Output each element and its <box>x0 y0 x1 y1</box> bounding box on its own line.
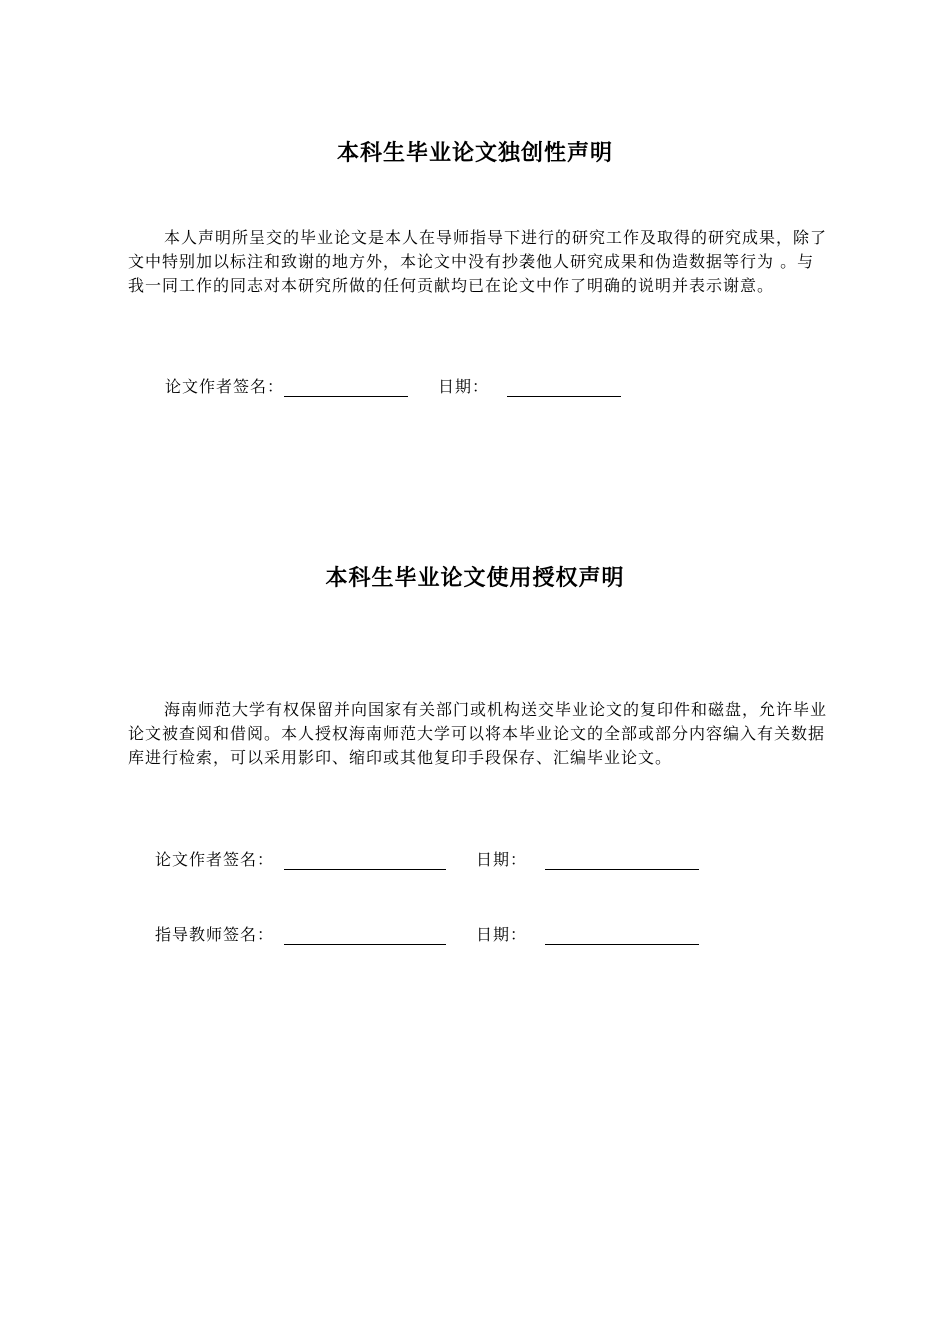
authorization-title: 本科生毕业论文使用授权声明 <box>325 566 625 591</box>
date-line[interactable] <box>545 851 699 870</box>
author-signature-line[interactable] <box>284 378 408 397</box>
originality-title: 本科生毕业论文独创性声明 <box>336 141 613 166</box>
advisor-signature-line[interactable] <box>284 926 446 945</box>
authorization-author-row <box>155 847 699 870</box>
originality-body: 本人声明所呈交的毕业论文是本人在导师指导下进行的研究工作及取得的研究成果，除了文中特别加以标注和致谢的地方外，本论文中没有抄袭他人研究成果和伪造数据等行为 。与我一同工作的同志对本研究所做的任何贡献均已在论文中作了明确的说明并表示谢意。 <box>128 228 828 295</box>
date-label: 日期： <box>476 850 528 869</box>
date-line[interactable] <box>507 378 621 397</box>
author-signature-line[interactable] <box>284 851 446 870</box>
author-signature-label: 论文作者签名： <box>165 377 285 396</box>
date-line[interactable] <box>545 926 699 945</box>
advisor-signature-label: 指导教师签名： <box>155 925 275 944</box>
author-signature-label: 论文作者签名： <box>155 850 275 869</box>
authorization-advisor-row <box>155 922 699 945</box>
date-label: 日期： <box>438 377 490 396</box>
authorization-body: 海南师范大学有权保留并向国家有关部门或机构送交毕业论文的复印件和磁盘，允许毕业论文被查阅和借阅。本人授权海南师范大学可以将本毕业论文的全部或部分内容编入有关数据库进行检索，可以采用影印、缩印或其他复印手段保存、汇编毕业论文。 <box>128 700 828 767</box>
originality-signature-row <box>165 374 621 397</box>
date-label: 日期： <box>476 925 528 944</box>
